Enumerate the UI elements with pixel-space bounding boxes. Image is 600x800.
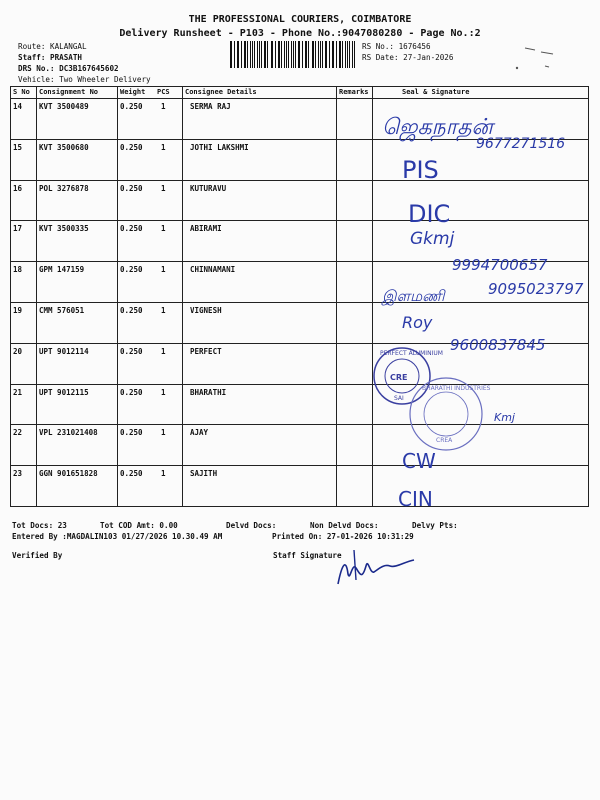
- signature-layer: [372, 98, 600, 511]
- table-rule: [10, 86, 589, 87]
- signature-row-23: CIN: [398, 487, 433, 511]
- printed-on: Printed On: 27-01-2026 10:31:29: [272, 532, 414, 541]
- cell-weight: 0.250: [120, 183, 143, 193]
- cell-cno: KVT 3500489: [39, 102, 89, 111]
- total-cod-amount: Tot COD Amt: 0.00: [100, 521, 178, 530]
- header-consignee-details: Consignee Details: [185, 88, 257, 96]
- cell-cno: VPL 231021408: [39, 428, 98, 438]
- header-consignment-no: Consignment No: [39, 88, 99, 96]
- cell-name: SAJITH: [190, 469, 218, 479]
- cell-cno: KVT 3500335: [39, 224, 89, 234]
- cell-pcs: 1: [161, 183, 166, 193]
- signature-row-18: இளமணி: [382, 287, 445, 305]
- total-docs: Tot Docs: 23: [12, 521, 67, 530]
- header-sno: S No: [13, 88, 30, 96]
- cell-weight: 0.250: [120, 102, 143, 111]
- cell-cno: KVT 3500680: [39, 142, 89, 152]
- delivery-points: Delvy Pts:: [412, 521, 458, 530]
- cell-name: ABIRAMI: [190, 224, 222, 234]
- cell-name: VIGNESH: [190, 306, 222, 315]
- cell-pcs: 1: [161, 265, 166, 275]
- cell-weight: 0.250: [120, 469, 143, 479]
- cell-pcs: 1: [161, 346, 166, 356]
- cell-name: PERFECT: [190, 346, 222, 356]
- signature-row-15: PIS: [402, 156, 439, 184]
- table-column-rule: [336, 86, 337, 506]
- cell-cno: POL 3276878: [39, 183, 89, 193]
- cell-weight: 0.250: [120, 265, 143, 275]
- cell-cno: GGN 901651828: [39, 469, 98, 479]
- cell-sno: 19: [13, 306, 23, 315]
- staff-text: Staff: PRASATH: [18, 53, 83, 62]
- delivered-docs: Delvd Docs:: [226, 521, 277, 530]
- stamp-row-21-top: BHARATHI INDUSTRIES: [422, 385, 491, 392]
- company-title: THE PROFESSIONAL COURIERS, COIMBATORE: [188, 14, 412, 25]
- signature-row-14: ஜெகநாதன்: [382, 115, 493, 140]
- cell-cno: UPT 9012114: [39, 346, 89, 356]
- header-weight: Weight: [120, 88, 146, 96]
- signature-row-21: Kmj: [494, 411, 515, 424]
- cell-pcs: 1: [161, 102, 166, 111]
- cell-sno: 18: [13, 265, 23, 275]
- table-rule: [10, 506, 589, 507]
- staff-signature: [334, 544, 434, 590]
- stamp-row-20-top: PERFECT ALUMINIUM: [380, 350, 443, 357]
- cell-pcs: 1: [161, 428, 166, 438]
- header-pcs: PCS: [157, 88, 170, 96]
- stamp-row-20-mid: CRE: [390, 373, 408, 382]
- drs-value: DC3B167645602: [59, 64, 119, 73]
- table-column-rule: [10, 86, 11, 506]
- barcode-bar: [272, 41, 273, 68]
- cell-pcs: 1: [161, 469, 166, 479]
- header-remarks: Remarks: [339, 88, 369, 96]
- stamp-row-20-bottom: SAI: [394, 395, 404, 402]
- cell-name: AJAY: [190, 428, 209, 438]
- cell-cno: UPT 9012115: [39, 387, 89, 397]
- barcode-bar: [347, 41, 348, 68]
- cell-cno: GPM 147159: [39, 265, 85, 275]
- stamp-row-21-bottom: CREA: [436, 437, 453, 444]
- signature-row-14-phone: 9677271516: [476, 136, 566, 152]
- route-text: Route: KALANGAL: [18, 42, 87, 51]
- cell-weight: 0.250: [120, 428, 143, 438]
- signature-row-16: DIC: [408, 200, 451, 228]
- cell-sno: 23: [13, 469, 23, 479]
- cell-weight: 0.250: [120, 346, 143, 356]
- table-column-rule: [182, 86, 183, 506]
- cell-weight: 0.250: [120, 306, 143, 315]
- verified-by-label: Verified By: [12, 551, 63, 560]
- cell-name: BHARATHI: [190, 387, 227, 397]
- cell-name: CHINNAMANI: [190, 265, 236, 275]
- non-delivered-docs: Non Delvd Docs:: [310, 521, 379, 530]
- vehicle-text: Vehicle: Two Wheeler Delivery: [18, 75, 151, 84]
- cell-cno: CMM 576051: [39, 306, 85, 315]
- signature-row-18-phone-2: 9095023797: [488, 280, 584, 298]
- cell-weight: 0.250: [120, 224, 143, 234]
- cell-sno: 17: [13, 224, 23, 234]
- barcode-bar: [254, 41, 255, 68]
- runsheet-title: Delivery Runsheet - P103 - Phone No.:9047080280 - Page No.:2: [119, 28, 481, 39]
- header-seal-signature: Seal & Signature: [402, 88, 470, 96]
- cell-pcs: 1: [161, 142, 166, 152]
- signature-row-17: Gkmj: [410, 229, 455, 249]
- drs-number: [18, 64, 119, 73]
- staff-signature-label: Staff Signature: [273, 551, 342, 560]
- drs-label: DRS No.:: [18, 64, 55, 73]
- cell-name: JOTHI LAKSHMI: [190, 142, 249, 152]
- barcode-bar: [306, 41, 307, 68]
- cell-name: KUTURAVU: [190, 183, 227, 193]
- entered-by: Entered By :MAGDALIN103 01/27/2026 10.30.49 AM: [12, 532, 223, 541]
- cell-pcs: 1: [161, 306, 166, 315]
- cell-pcs: 1: [161, 224, 166, 234]
- cell-sno: 22: [13, 428, 23, 438]
- table-column-rule: [117, 86, 118, 506]
- cell-sno: 15: [13, 142, 23, 152]
- rs-number: RS No.: 1676456: [362, 42, 431, 51]
- table-column-rule: [36, 86, 37, 506]
- barcode-bar: [288, 41, 289, 68]
- barcode-bar: [326, 41, 327, 68]
- corner-marks: [505, 40, 565, 80]
- cell-name: SERMA RAJ: [190, 102, 231, 111]
- cell-weight: 0.250: [120, 142, 143, 152]
- cell-sno: 20: [13, 346, 23, 356]
- signature-row-18-phone: 9994700657: [452, 256, 548, 274]
- signature-row-22: CW: [402, 449, 436, 473]
- signature-row-19-phone: 9600837845: [450, 336, 546, 354]
- cell-pcs: 1: [161, 387, 166, 397]
- signature-row-19: Roy: [402, 313, 433, 332]
- cell-sno: 14: [13, 102, 23, 111]
- barcode-bar: [238, 41, 239, 68]
- cell-sno: 21: [13, 387, 23, 397]
- rs-date: RS Date: 27-Jan-2026: [362, 53, 454, 62]
- barcode-image: [230, 41, 356, 68]
- cell-weight: 0.250: [120, 387, 143, 397]
- cell-sno: 16: [13, 183, 23, 193]
